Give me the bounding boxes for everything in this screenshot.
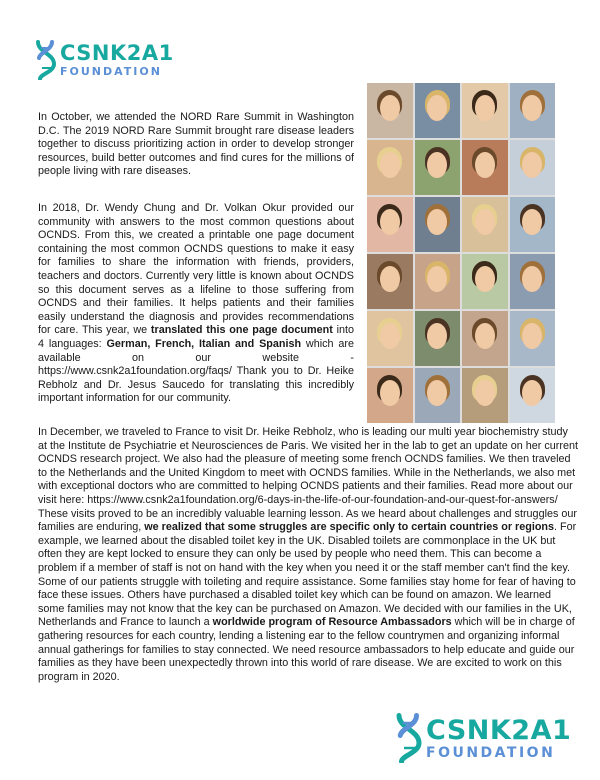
- para2-text-d: which are available on our website - https://www.csnk2a1foundation.org/faqs/ Thank you to Dr. Heike Rebholz and Dr. Jesus Saucedo for translating this incredibly important information for our community.: [38, 337, 354, 405]
- paragraph-ocnds-document: [38, 202, 354, 406]
- collage-photo: [510, 254, 556, 309]
- para2-bold-languages: German, French, Italian and Spanish: [106, 337, 302, 350]
- collage-photo: [367, 311, 413, 366]
- foundation-logo-top: [34, 40, 174, 80]
- collage-photo: [462, 140, 508, 195]
- para3-bold-struggles: we realized that some struggles are specific only to certain countries or regions: [144, 521, 555, 534]
- collage-photo: [510, 311, 556, 366]
- collage-photo: [510, 197, 556, 252]
- logo-name: CSNK2A1: [60, 41, 174, 65]
- para3-text-d: which will be in charge of gathering resources for each country, lending a listening ear to the fellow countrymen and organizing informal annual gatherings for families to stay connected. We need resource ambassadors to help educate and guide our families as they have been unexpectedly thrown into this world of rare disease. We are excited to work on this program in 2020.: [38, 616, 575, 683]
- collage-photo: [415, 197, 461, 252]
- paragraph-nord-summit: In October, we attended the NORD Rare Summit in Washington D.C. The 2019 NORD Rare Summit brought rare disease leaders together to discuss prioritizing action in order to develop stronger resources, build better outcomes and find cures for the millions of people living with rare diseases.: [38, 111, 354, 178]
- dna-helix-icon: [394, 713, 424, 763]
- collage-photo: [510, 83, 556, 138]
- collage-photo: [367, 197, 413, 252]
- para2-text-c: into 4 languages:: [38, 324, 354, 350]
- collage-photo: [510, 140, 556, 195]
- para3-bold-ambassadors: worldwide program of Resource Ambassadors: [212, 616, 452, 629]
- logo-subtitle: FOUNDATION: [60, 65, 162, 78]
- para2-text-a: In 2018, Dr. Wendy Chung and Dr. Volkan Okur provided our community with answers to the most common questions about OCNDS. From this, we created a printable one page document containing the most common OCNDS questions to make it easy for families to share the information with friends, providers, teachers and doctors. Currently very little is known about OCNDS so this document serves as a lifeline to those suffering from OCNDS and their families. It helps patients and their families easily understand the diagnosis and provides recommendations for care. This year, we: [38, 202, 354, 337]
- collage-photo: [415, 311, 461, 366]
- collage-photo: [367, 368, 413, 423]
- collage-photo: [367, 254, 413, 309]
- collage-photo: [415, 140, 461, 195]
- collage-photo: [415, 254, 461, 309]
- logo-subtitle: FOUNDATION: [426, 744, 556, 761]
- dna-helix-icon: [34, 40, 58, 80]
- collage-photo: [367, 140, 413, 195]
- para3-text-a: In December, we traveled to France to visit Dr. Heike Rebholz, who is leading our multi year biochemistry study at the Institute de Psychiatrie et Neurosciences de Paris. We visited her in the lab to get an update on her current OCNDS research project. We also had the pleasure of meeting some french OCNDS families. We then traveled to the Netherlands and the United Kingdom to meet with OCNDS families. While in the Netherlands, we also met with exceptional doctors who are committed to helping OCNDS patients and their families. Read more about our visit here: https://www.csnk2a1foundation.org/6-days-in-the-life-of-our-foundation-and-our-quest-for-answers/ These visits proved to be an incredibly valuable learning lesson. As we heard about challenges and struggles our families are enduring,: [38, 426, 578, 534]
- collage-photo: [415, 83, 461, 138]
- collage-photo: [462, 368, 508, 423]
- logo-name: CSNK2A1: [426, 714, 572, 746]
- photo-collage: [367, 83, 555, 423]
- paragraph-december-travel: [38, 426, 578, 684]
- foundation-logo-bottom: [394, 713, 571, 763]
- collage-photo: [462, 197, 508, 252]
- collage-photo: [510, 368, 556, 423]
- para2-bold-translated: translated this one page document: [150, 324, 333, 337]
- collage-photo: [462, 83, 508, 138]
- collage-photo: [462, 254, 508, 309]
- collage-photo: [367, 83, 413, 138]
- para3-text-c: . For example, we learned about the disabled toilet key in the UK. Disabled toilets are commonplace in the UK but often they are kept locked to ensure they can only be used by people who need them. This can become a problem if a member of staff is not on hand with the key when you need it or the staff member can't find the key. Some of our patients struggle with toileting and require assistance. Some families stay home for fear of having to face these issues. Others have purchased a disabled toilet key which can be found on amazon. We learned some families may not know that the key can be purchased on Amazon. We decided with our families in the UK, Netherlands and France to launch a: [38, 521, 577, 629]
- collage-photo: [462, 311, 508, 366]
- collage-photo: [415, 368, 461, 423]
